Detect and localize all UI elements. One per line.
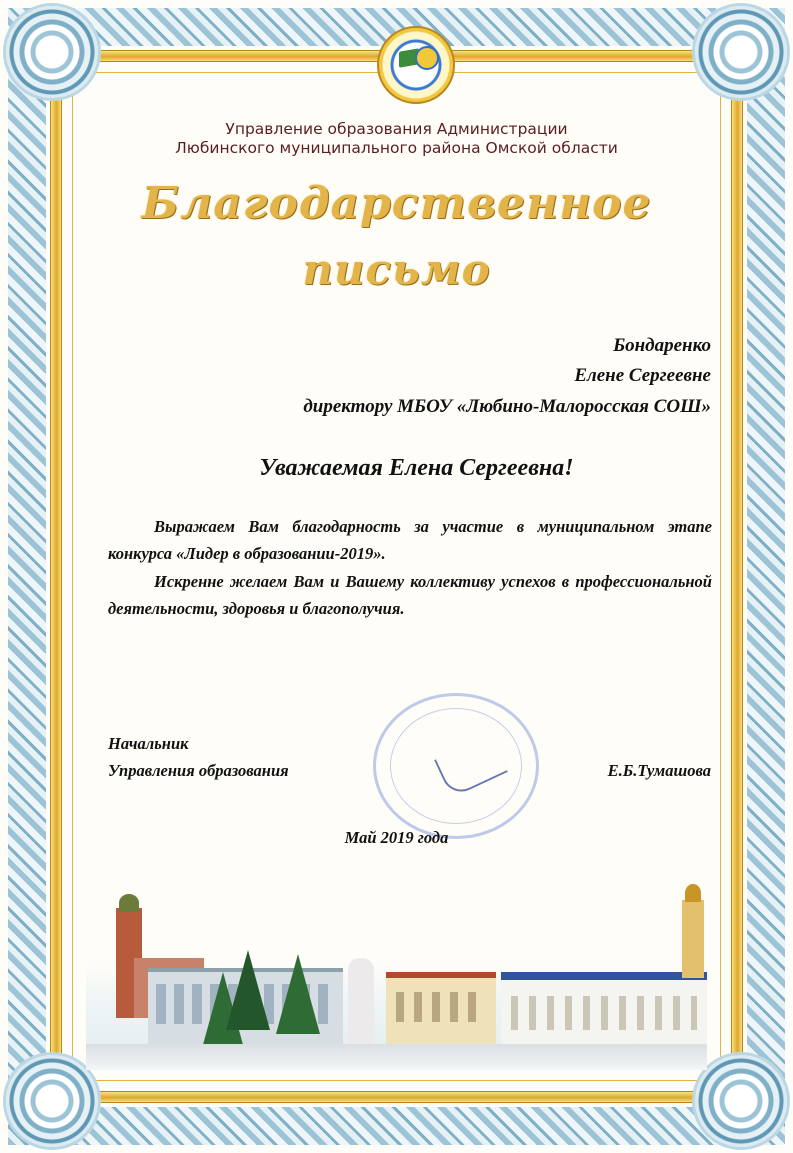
station-building-icon bbox=[501, 972, 707, 1048]
gold-band-right bbox=[731, 60, 743, 1093]
signatory-title-line-2: Управления образования bbox=[108, 761, 289, 780]
organization-line-1: Управление образования Администрации bbox=[225, 120, 568, 138]
globe-icon bbox=[415, 46, 439, 70]
body-paragraph-2: Искренне желаем Вам и Вашему коллективу успехов в профессиональной деятельности, здоровья и благополучия. bbox=[108, 572, 712, 618]
organization-line-2: Любинского муниципального района Омской области bbox=[175, 139, 618, 157]
gold-band-bottom bbox=[60, 1091, 733, 1103]
fir-tree-icon bbox=[226, 950, 270, 1030]
fir-tree-icon bbox=[276, 954, 320, 1034]
signatory-name: Е.Б.Тумашова bbox=[607, 761, 711, 780]
monument-icon bbox=[348, 958, 374, 1058]
bell-tower-icon bbox=[682, 900, 704, 978]
recipient-surname: Бондаренко bbox=[613, 335, 711, 356]
greeting: Уважаемая Елена Сергеевна! bbox=[259, 455, 574, 481]
town-panorama-image bbox=[86, 880, 707, 1070]
corner-rosette-icon bbox=[6, 6, 98, 98]
body-paragraph-1: Выражаем Вам благодарность за участие в муниципальном этапе конкурса «Лидер в образовании-2019». bbox=[108, 517, 712, 563]
signatory-title-line-1: Начальник bbox=[108, 734, 189, 753]
recipient-name: Елене Сергеевне bbox=[574, 365, 711, 386]
education-emblem-icon bbox=[377, 26, 455, 104]
document-title-line-1: Благодарственное bbox=[141, 178, 652, 229]
corner-rosette-icon bbox=[695, 6, 787, 98]
document-title-line-2: письмо bbox=[302, 245, 491, 294]
panorama-ground bbox=[86, 1044, 707, 1070]
corner-rosette-icon bbox=[6, 1055, 98, 1147]
culture-house-building-icon bbox=[386, 972, 496, 1046]
issue-date: Май 2019 года bbox=[344, 828, 449, 847]
corner-rosette-icon bbox=[695, 1055, 787, 1147]
recipient-position: директору МБОУ «Любино-Малоросская СОШ» bbox=[303, 396, 711, 417]
gold-band-left bbox=[50, 60, 62, 1093]
